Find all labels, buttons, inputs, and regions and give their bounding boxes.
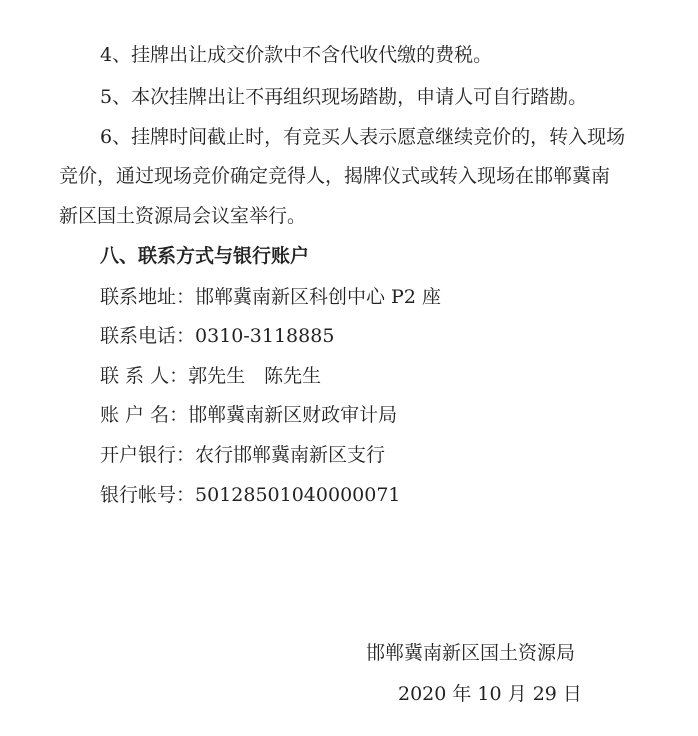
contact-address-row	[100, 284, 441, 310]
bank-value: 农行邯郸冀南新区支行	[195, 444, 386, 466]
contact-phone-row	[100, 323, 334, 349]
account-name-label: 账 户 名：	[100, 404, 189, 426]
contact-person-label: 联 系 人：	[100, 365, 189, 387]
contact-person-row	[100, 363, 321, 389]
contact-phone-value: 0310-3118885	[195, 325, 335, 347]
bank-label: 开户银行：	[100, 444, 196, 466]
item-4-text: 4、挂牌出让成交价款中不含代收代缴的费税。	[100, 44, 493, 66]
item-6-text-line3: 新区国土资源局会议室举行。	[59, 205, 307, 227]
contact-person-value: 郭先生 陈先生	[188, 365, 322, 387]
item-5-text: 5、本次挂牌出让不再组织现场踏勘，申请人可自行踏勘。	[100, 86, 588, 108]
contact-address-label: 联系地址：	[100, 286, 196, 308]
account-number-row	[100, 482, 401, 508]
contact-phone-label: 联系电话：	[100, 325, 196, 347]
bank-row	[100, 442, 385, 468]
account-name-row	[100, 402, 397, 428]
account-name-value: 邯郸冀南新区财政审计局	[188, 404, 398, 426]
item-6-text-line2: 竞价，通过现场竞价确定竞得人，揭牌仪式或转入现场在邯郸冀南	[59, 165, 611, 187]
contact-address-value: 邯郸冀南新区科创中心 P2 座	[195, 286, 441, 308]
signature-date: 2020 年 10 月 29 日	[398, 683, 582, 705]
account-number-label: 银行帐号：	[100, 484, 196, 506]
section-title: 八、联系方式与银行账户	[100, 245, 310, 267]
account-number-value: 50128501040000071	[195, 484, 401, 506]
signature-org: 邯郸冀南新区国土资源局	[366, 642, 576, 664]
item-6-text-line1: 6、挂牌时间截止时，有竞买人表示愿意继续竞价的，转入现场	[100, 126, 626, 148]
